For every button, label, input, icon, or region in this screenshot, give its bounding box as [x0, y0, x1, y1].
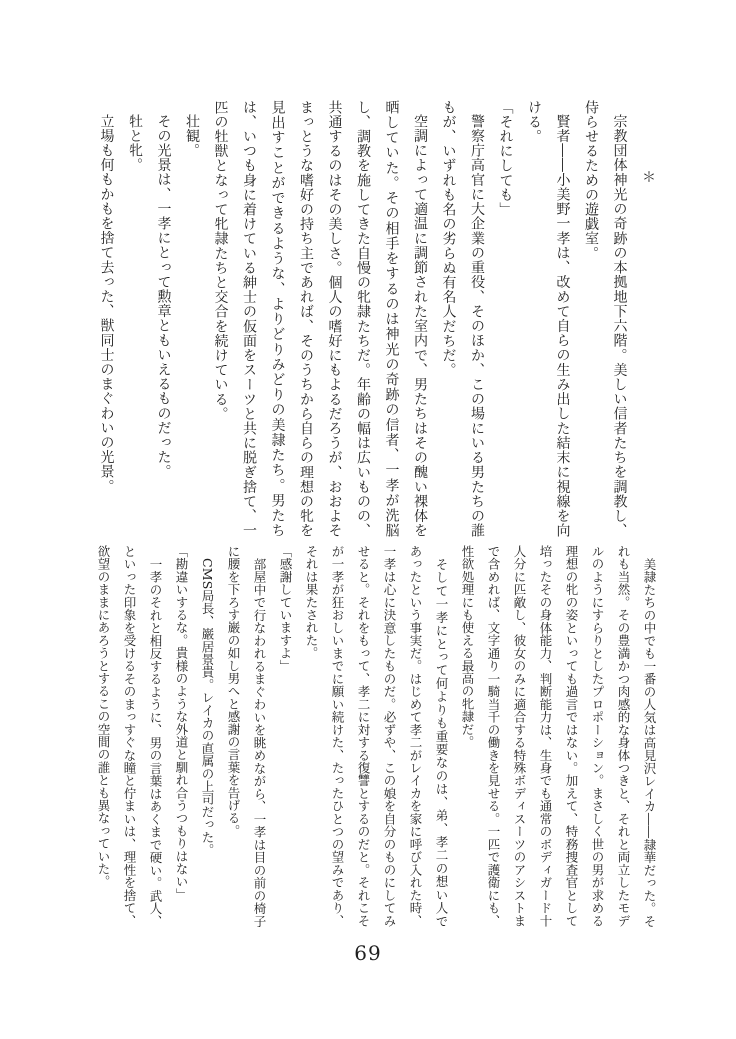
paragraph: 宗教団体神光の奇跡の本拠地下六階。美しい信者たちを調教し、侍らせるための遊戯室。	[583, 100, 628, 538]
paragraph: そして一孝にとって何よりも重要なのは、弟、孝二の想い人であったという事実だ。はじめて孝二がレイカを家に呼び入れた時、一孝は心に決意したものだ。必ずや、この娘を自分のものにしてみせると。それをもって、孝二に対する復讐とするのだと。それこそが一孝が狂おしいまでに願い続けた、たったひとつの望みであり、それは果たされた。	[304, 545, 449, 927]
paragraph: 空調によって適温に調節された室内で、男たちはその醜い裸体を晒していた。その相手をするのは神光の奇跡の信者、一孝が洗脳し、調教を施してきた自慢の牝隷たちだ。年齢の幅は広いものの、共通するのはその美しさ。個人の嗜好にもよるだろうが、おおよそまっとうな嗜好の持ち主であれば、そのうちから自らの理想の牝を見出すことができるような、よりどりみどりの美隷たち。男たちは、いつも身に着けている紳士の仮面をスーツと共に脱ぎ捨て、一匹の牡獣となって牝隷たちと交合を続けている。	[212, 100, 428, 538]
paragraph: CMS局長、巌居景貴。レイカの直属の上司だった。	[200, 557, 215, 856]
paragraph: 警察庁高官に大企業の重役、そのほか、この場にいる男たちの誰もが、いずれも名の劣らぬ有名人だちだ。	[440, 100, 485, 538]
top-text-block	[92, 100, 662, 538]
paragraph: 一孝のそれと相反するように、男の言葉はあくまで硬い。武人、といった印象を受けるそのまっすぐな瞳と佇まいは、理性を捨て、欲望のままにあろうとするこの空間の誰とも異なっていた。	[96, 545, 163, 927]
paragraph: 立場も何もかもを捨て去った、獣同士のまぐわいの光景。	[98, 114, 115, 494]
paragraph: 「それにしても」	[497, 100, 514, 217]
page-number: 69	[354, 941, 382, 965]
paragraph: その光景は、一孝にとって勲章ともいえるものだった。	[155, 114, 172, 479]
paragraph: 「勘違いするな。貴様のような外道と馴れ合うつもりはない」	[174, 545, 189, 901]
paragraph: 牡と牝。	[127, 114, 143, 173]
paragraph: 美隷たちの中でも一番の人気は高見沢レイカ――隷華だった。それも当然。その豊満かつ肉感的な身体つきと、それと両立したモデルのようにすらりとしたプロポーション。まさしく世の男が求める理想の牝の姿といっても過言ではない。加えて、特務捜査官として培ったその身体能力、判断能力は、生身でも通常のボディガード十人分に匹敵し、彼女のみに適合する特殊ボディスーツのアシストまで含めれば、文字通り一騎当千の働きを見せる。一匹で護衛にも、性欲処理にも使える最高の牝隷だ。	[460, 545, 657, 927]
paragraph: 賢者――小美野一孝は、改めて自らの生み出した結末に視線を向ける。	[526, 100, 571, 538]
section-divider: ＊	[640, 170, 656, 185]
paragraph: 壮観。	[184, 114, 200, 158]
bottom-text-block	[90, 545, 662, 927]
paragraph: 「感謝していますよ」	[278, 545, 293, 672]
paragraph: 部屋中で行なわれるまぐわいを眺めながら、一孝は目の前の椅子に腰を下ろす巌の如し男へと感謝の言葉を告げる。	[226, 545, 267, 927]
